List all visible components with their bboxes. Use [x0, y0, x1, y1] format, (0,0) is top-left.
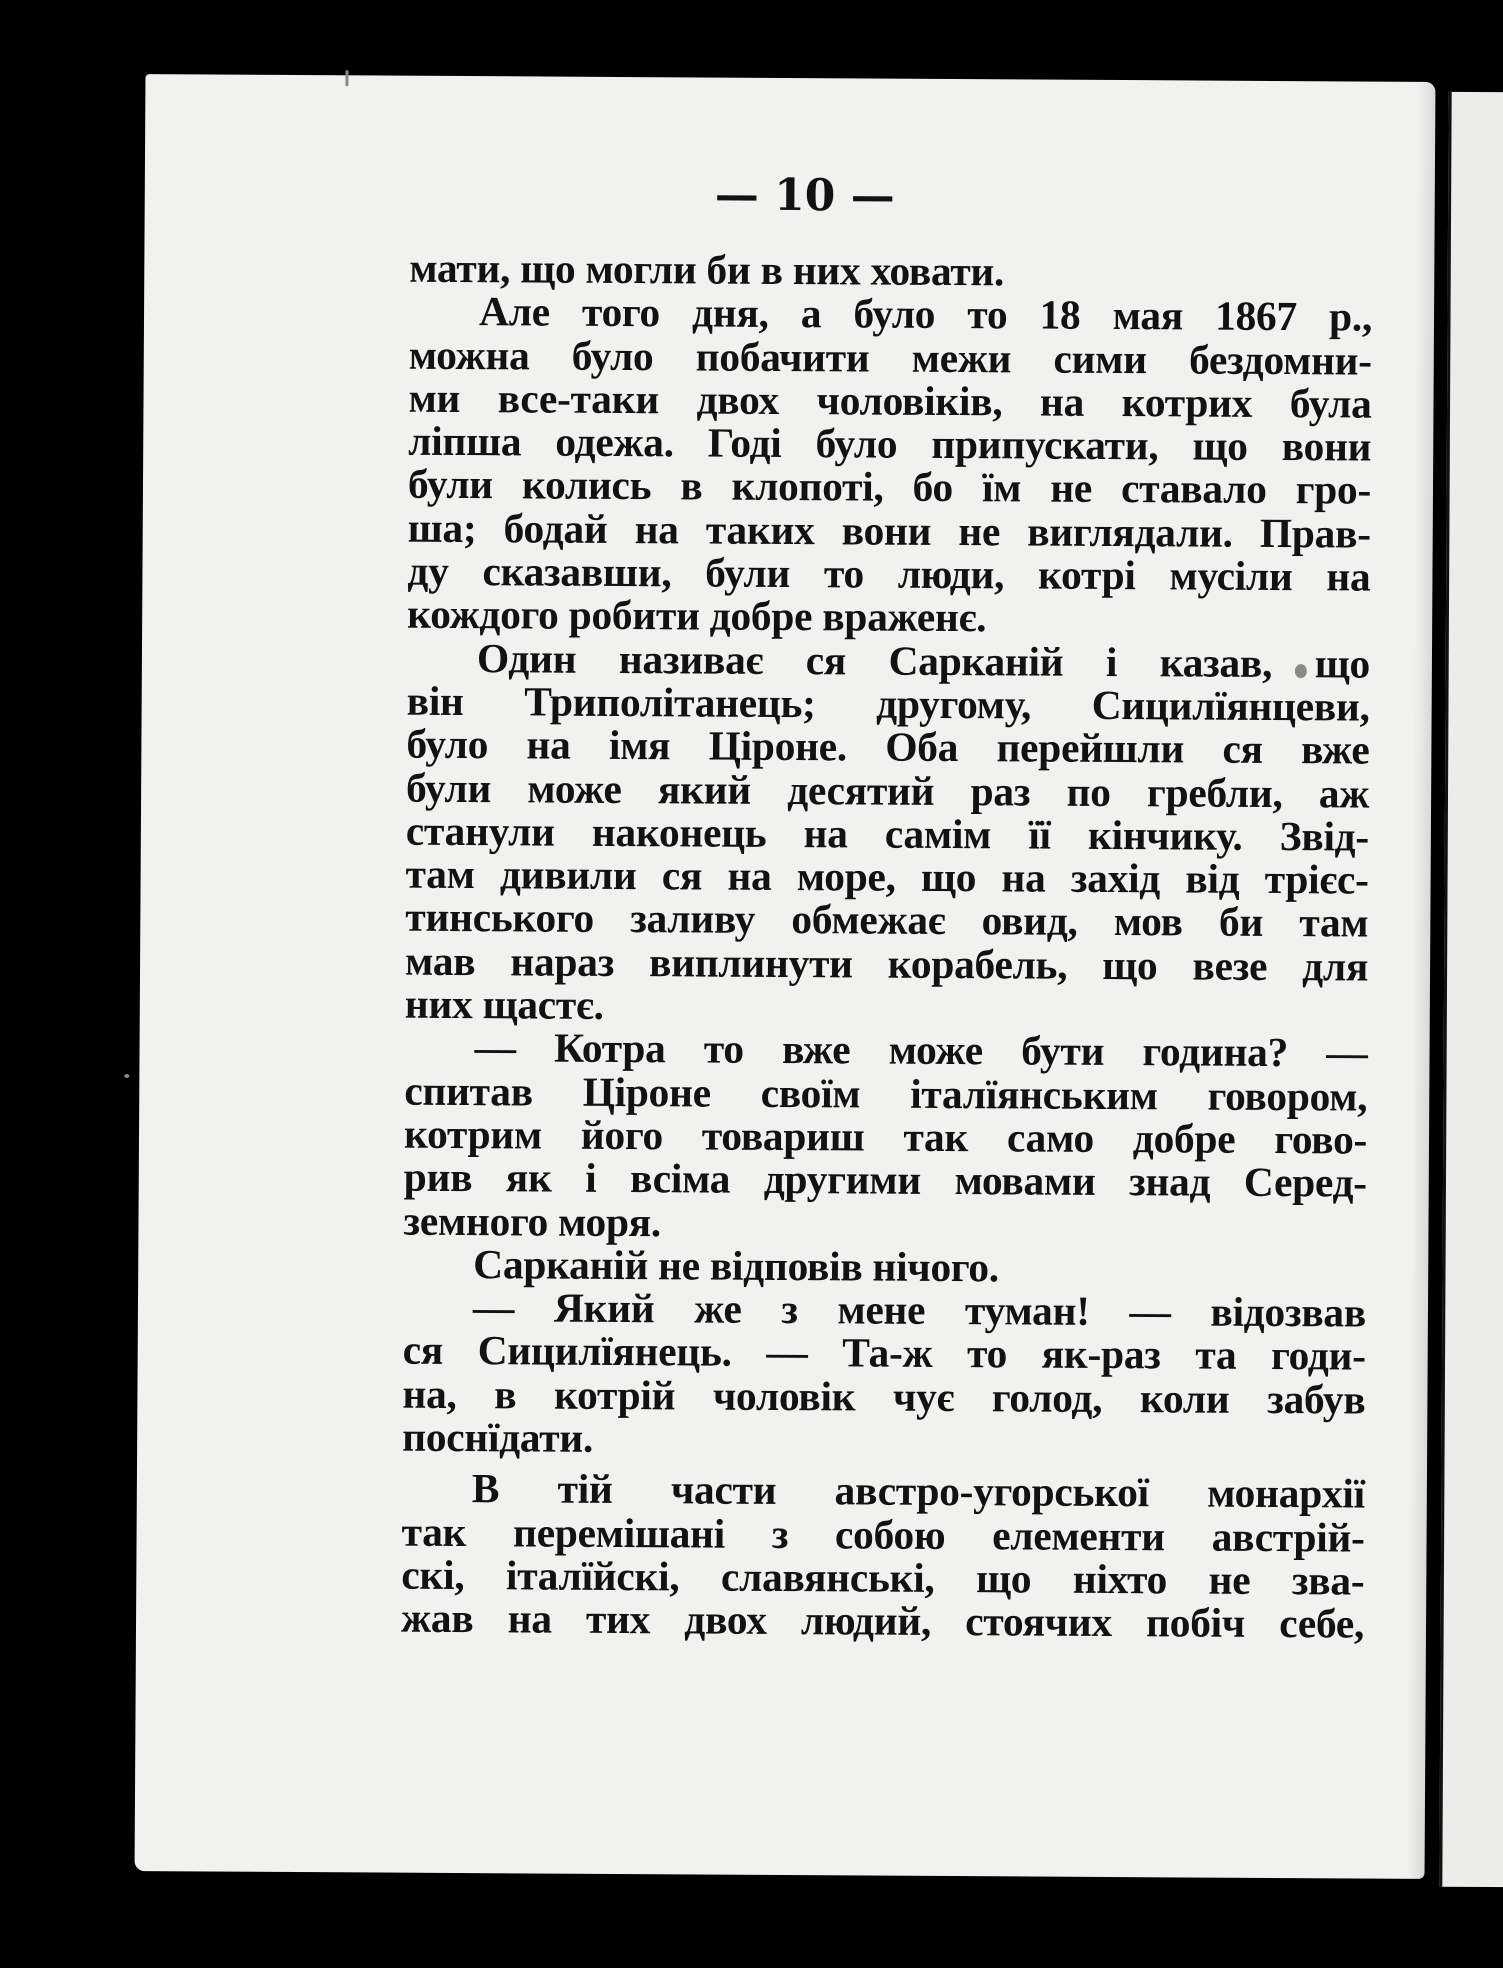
text-line: ша; бодай на таких вони не виглядали. Прав- [407, 504, 1371, 557]
text-line: рив як і всіма другими мовами знад Серед- [403, 1153, 1367, 1206]
text-line: спитав Ціроне своїм італїянським говором, [404, 1067, 1368, 1120]
text-line: ду сказавши, були то люди, котрі мусіли на [407, 547, 1371, 600]
text-line: він Триполітанець; другому, Сицилїянцеви, [406, 677, 1370, 730]
text-line: так перемішані з собою елементи австрій- [401, 1508, 1365, 1561]
book-page [135, 74, 1436, 1879]
text-line: Один називає ся Сарканій і казав, що [476, 634, 1371, 687]
text-line: котрим його товариш так само добре гово- [403, 1110, 1368, 1163]
text-line: ся Сицилїянець. — Та-ж то як-раз та годи- [402, 1327, 1366, 1379]
text-line: них щастє. [404, 980, 604, 1028]
paragraph [405, 636, 1370, 1032]
text-line: В тій части австро-угорської монархії [471, 1465, 1365, 1517]
paragraph [402, 1286, 1366, 1465]
text-line: поснїдати. [402, 1413, 594, 1461]
text-line: можна було побачити межи сими бездомни- [408, 331, 1372, 384]
text-line: мав нараз виплинути корабель, що везе для [404, 937, 1369, 990]
text-line: були колись в клопоті, бо їм не ставало гро- [407, 461, 1372, 514]
text-line: було на імя Ціроне. Оба перейшли ся вже [406, 720, 1370, 773]
text-line: ми все-таки двох чоловіків, на котрих була [408, 374, 1372, 427]
paragraph [403, 1026, 1367, 1248]
text-line: Але того дня, а було то 18 мая 1867 р., [478, 288, 1373, 340]
text-line: скі, італїйскі, славянські, що ніхто не зва- [401, 1551, 1365, 1604]
page-shadow [1406, 82, 1435, 1879]
text-line: тинського заливу обмежає овид, мов би там [405, 894, 1369, 947]
text-line: земного моря. [403, 1197, 662, 1245]
text-line: ліпша одежа. Годі було припускати, що вони [408, 417, 1372, 470]
text-line: жав на тих двох людий, стоячих побіч себе, [400, 1594, 1365, 1647]
text-line: станули наконець на самім її кінчику. Звід- [405, 807, 1370, 860]
text-line: мати, що могли би в них ховати. [409, 244, 1005, 295]
text-line: Сарканій не відповів нічого. [473, 1240, 1000, 1291]
ink-speck [345, 70, 348, 86]
text-line: — Котра то вже може бути година? — [474, 1024, 1368, 1076]
paragraph [401, 1467, 1365, 1646]
text-line: — Який же з мене туман! — відозвав [472, 1284, 1367, 1336]
text-line: на, в котрій чоловік чує голод, коли забув [402, 1370, 1366, 1423]
ink-speck [124, 1074, 129, 1078]
paragraph [407, 290, 1372, 642]
body-text [400, 244, 1373, 1647]
next-page-edge [1439, 92, 1503, 1887]
text-line: були може який десятий раз по гребли, аж [406, 764, 1370, 817]
text-line: кождого робити добре враженє. [407, 591, 987, 641]
page-number: — 10 — [714, 169, 895, 222]
text-line: там дивили ся на море, що на захід від трієс- [405, 850, 1369, 903]
